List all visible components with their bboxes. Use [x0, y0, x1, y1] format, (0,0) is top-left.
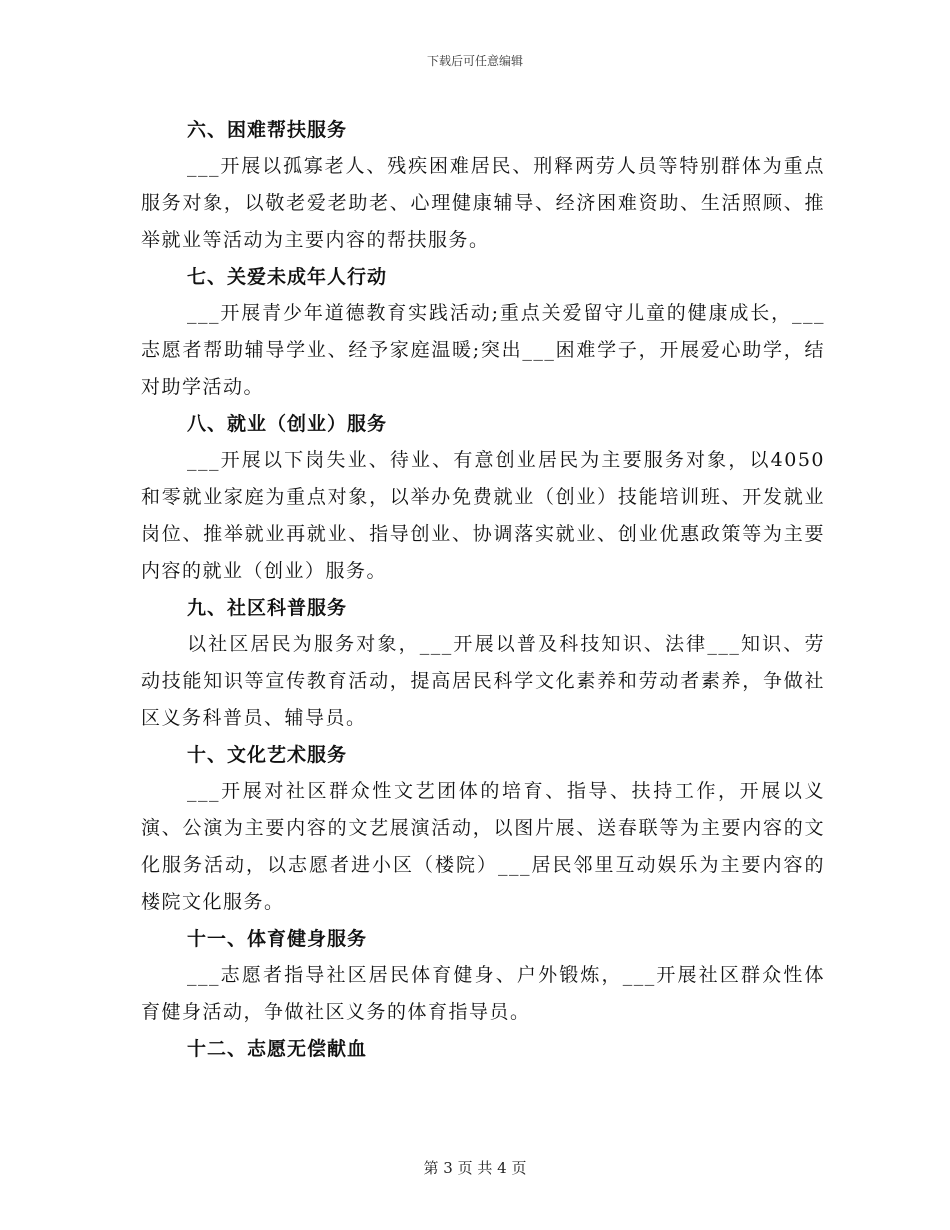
section-paragraph: ___开展青少年道德教育实践活动;重点关爱留守儿童的健康成长，___志愿者帮助辅导学业、经予家庭温暖;突出___困难学子，开展爱心助学，结对助学活动。 — [141, 302, 825, 398]
section-title: 八、就业（创业）服务 — [187, 413, 388, 435]
section-8 — [141, 406, 825, 590]
section-title: 六、困难帮扶服务 — [187, 119, 348, 141]
section-paragraph: ___志愿者指导社区居民体育健身、户外锻炼，___开展社区群众性体育健身活动，争做社区义务的体育指导员。 — [141, 964, 825, 1023]
section-paragraph: ___开展以下岗失业、待业、有意创业居民为主要服务对象，以4050和零就业家庭为重点对象，以举办免费就业（创业）技能培训班、开发就业岗位、推举就业再就业、指导创业、协调落实就业、创业优惠政策等为主要内容的就业（创业）服务。 — [141, 449, 825, 582]
section-10 — [141, 737, 825, 921]
section-9 — [141, 590, 825, 737]
section-6 — [141, 112, 825, 259]
section-12 — [141, 1031, 825, 1067]
section-11 — [141, 921, 825, 1031]
section-title: 十一、体育健身服务 — [187, 928, 368, 950]
section-paragraph: ___开展对社区群众性文艺团体的培育、指导、扶持工作，开展以义演、公演为主要内容的文艺展演活动，以图片展、送春联等为主要内容的文化服务活动，以志愿者进小区（楼院）___居民邻里互动娱乐为主要内容的楼院文化服务。 — [141, 780, 825, 913]
section-title: 十二、志愿无偿献血 — [187, 1038, 368, 1060]
page-header: 下载后可任意编辑 — [426, 54, 523, 68]
section-paragraph: ___开展以孤寡老人、残疾困难居民、刑释两劳人员等特别群体为重点服务对象，以敬老爱老助老、心理健康辅导、经济困难资助、生活照顾、推举就业等活动为主要内容的帮扶服务。 — [141, 155, 825, 251]
section-title: 七、关爱未成年人行动 — [187, 266, 388, 288]
document-body — [141, 112, 825, 1067]
page-number: 第 3 页 共 4 页 — [423, 1159, 527, 1177]
section-7 — [141, 259, 825, 406]
section-title: 九、社区科普服务 — [187, 597, 348, 619]
section-title: 十、文化艺术服务 — [187, 744, 348, 766]
section-paragraph: 以社区居民为服务对象，___开展以普及科技知识、法律___知识、劳动技能知识等宣传教育活动，提高居民科学文化素养和劳动者素养，争做社区义务科普员、辅导员。 — [141, 633, 825, 729]
